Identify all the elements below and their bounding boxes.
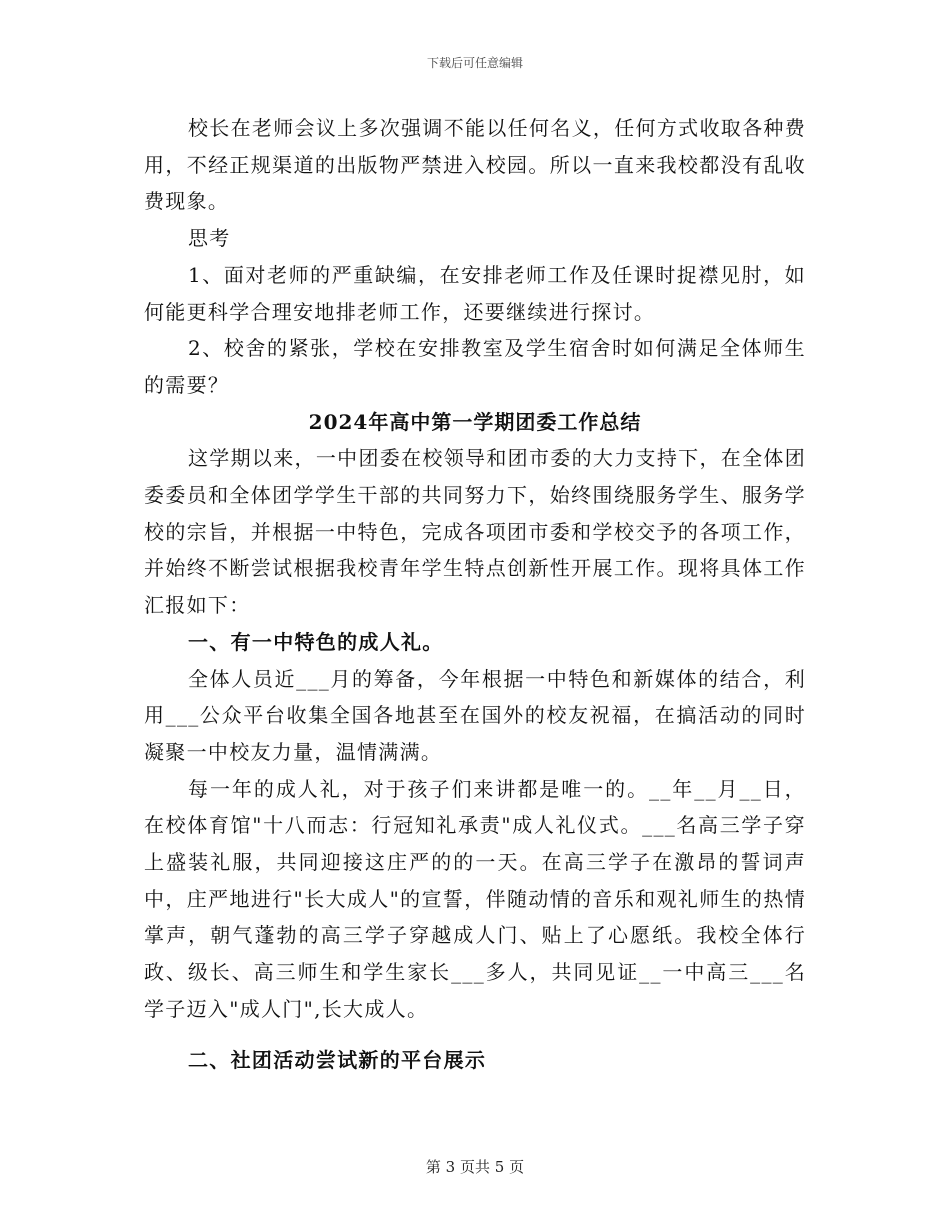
section-heading-1: 一、有一中特色的成人礼。 bbox=[188, 629, 444, 654]
paragraph-reflection-2: 2、校舍的紧张，学校在安排教室及学生宿舍时如何满足全体师生的需要？ bbox=[144, 336, 806, 397]
page-header: 下载后可任意编辑 bbox=[426, 56, 523, 70]
document-body bbox=[144, 110, 806, 1078]
paragraph-fee-policy: 校长在老师会议上多次强调不能以任何名义，任何方式收取各种费用，不经正规渠道的出版物严禁进入校园。所以一直来我校都没有乱收费现象。 bbox=[144, 116, 806, 214]
paragraph-ceremony-detail: 每一年的成人礼，对于孩子们来讲都是唯一的。__年__月__日，在校体育馆"十八而志：行冠知礼承责"成人礼仪式。___名高三学子穿上盛装礼服，共同迎接这庄严的的一天。在高三学子在激昂的誓词声中，庄严地进行"长大成人"的宣誓，伴随动情的音乐和观礼师生的热情掌声，朝气蓬勃的高三学子穿越成人门、贴上了心愿纸。我校全体行政、级长、高三师生和学生家长___多人，共同见证__一中高三___名学子迈入"成人门",长大成人。 bbox=[144, 776, 806, 1021]
page-footer: 第 3 页共 5 页 bbox=[425, 1158, 525, 1176]
paragraph-intro: 这学期以来，一中团委在校领导和团市委的大力支持下，在全体团委委员和全体团学学生干部的共同努力下，始终围绕服务学生、服务学校的宗旨，并根据一中特色，完成各项团市委和学校交予的各项工作，并始终不断尝试根据我校青年学生特点创新性开展工作。现将具体工作汇报如下： bbox=[144, 446, 806, 618]
document-title: 2024年高中第一学期团委工作总结 bbox=[308, 409, 642, 434]
paragraph-reflection-1: 1、面对老师的严重缺编，在安排老师工作及任课时捉襟见肘，如何能更科学合理安地排老师工作，还要继续进行探讨。 bbox=[144, 262, 806, 324]
section-heading-2: 二、社团活动尝试新的平台展示 bbox=[188, 1047, 487, 1072]
paragraph-ceremony-prep: 全体人员近___月的筹备，今年根据一中特色和新媒体的结合，利用___公众平台收集全国各地甚至在国外的校友祝福，在搞活动的同时凝聚一中校友力量，温情满满。 bbox=[144, 666, 806, 764]
paragraph-reflection-label: 思考 bbox=[188, 226, 231, 251]
